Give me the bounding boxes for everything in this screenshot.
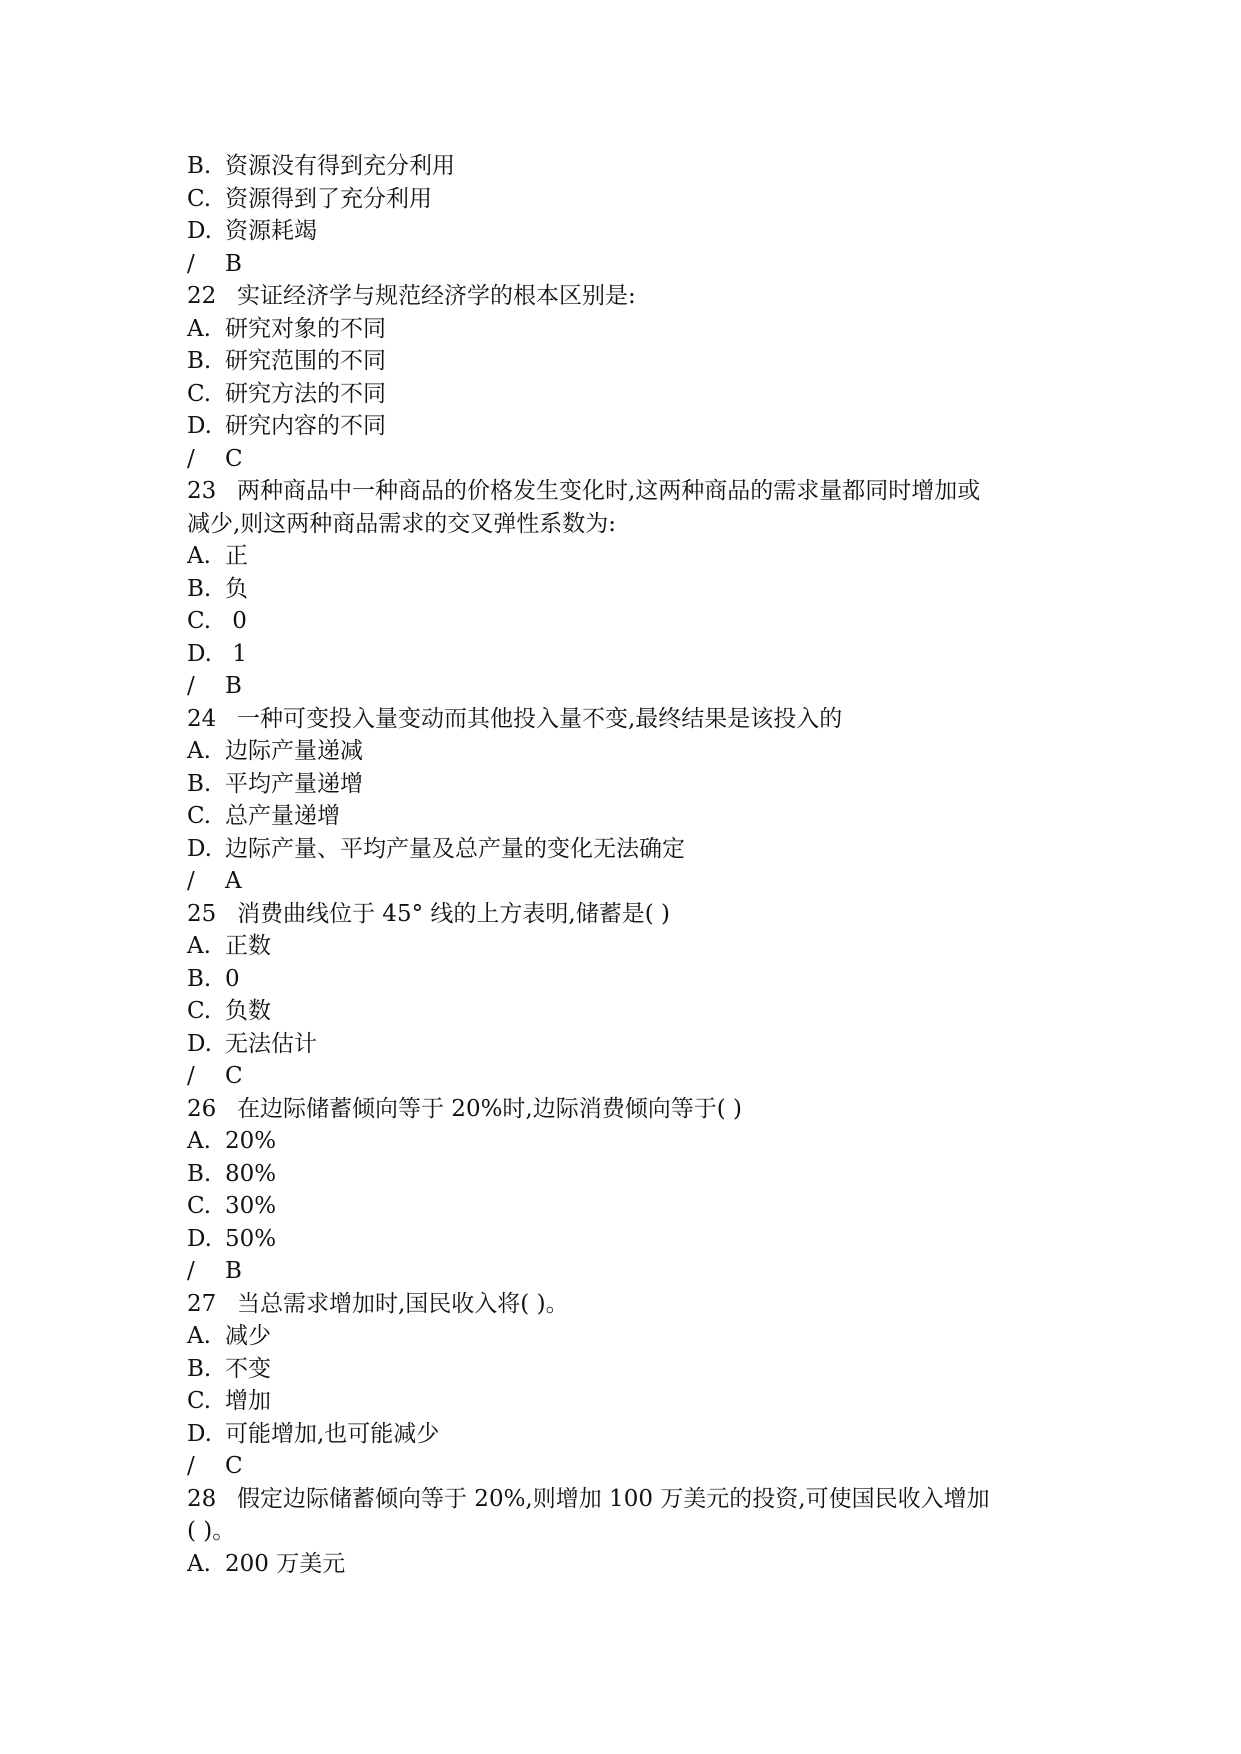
question-number: 26 xyxy=(187,1095,217,1122)
option-letter: B. xyxy=(187,575,212,602)
option-text: 研究范围的不同 xyxy=(225,348,386,374)
option-text: 增加 xyxy=(225,1388,271,1414)
answer-value: C xyxy=(225,445,243,472)
question-line xyxy=(187,703,1067,736)
answer-value: A xyxy=(225,868,242,894)
question-line xyxy=(187,898,1067,931)
question-number: 27 xyxy=(187,1290,217,1317)
option-text: 200 万美元 xyxy=(225,1550,346,1577)
option-line xyxy=(187,215,1067,248)
option-text: 正 xyxy=(225,543,248,569)
option-text: 1 xyxy=(225,640,247,667)
option-text: 边际产量、平均产量及总产量的变化无法确定 xyxy=(225,835,685,862)
option-letter: C. xyxy=(187,803,212,829)
answer-marker: / xyxy=(187,1258,195,1284)
option-letter: A. xyxy=(187,1323,211,1349)
option-text: 0 xyxy=(225,965,240,992)
option-letter: D. xyxy=(187,413,212,439)
option-line xyxy=(187,768,1067,801)
option-letter: D. xyxy=(187,1225,212,1252)
option-text: 资源得到了充分利用 xyxy=(225,185,432,212)
option-line xyxy=(187,1028,1067,1061)
option-letter: D. xyxy=(187,640,212,667)
answer-marker: / xyxy=(187,673,195,699)
option-text: 研究方法的不同 xyxy=(225,380,386,407)
answer-line xyxy=(187,1450,1067,1483)
option-text: 边际产量递减 xyxy=(225,738,363,764)
answer-value: C xyxy=(225,1453,243,1479)
option-line xyxy=(187,963,1067,996)
option-line xyxy=(187,833,1067,866)
option-letter: B. xyxy=(187,1355,212,1382)
answer-line xyxy=(187,1255,1067,1288)
question-line xyxy=(187,475,1067,508)
option-line xyxy=(187,410,1067,443)
option-text: 资源耗竭 xyxy=(225,218,317,244)
option-line xyxy=(187,378,1067,411)
option-letter: D. xyxy=(187,218,212,244)
option-line xyxy=(187,540,1067,573)
question-line xyxy=(187,1288,1067,1321)
option-text: 30% xyxy=(225,1193,277,1219)
question-line xyxy=(187,1093,1067,1126)
question-number: 22 xyxy=(187,283,217,309)
question-text: 消费曲线位于 45° 线的上方表明,储蓄是( ) xyxy=(237,900,670,927)
answer-marker: / xyxy=(187,868,195,894)
question-continuation xyxy=(187,1515,1067,1548)
option-letter: B. xyxy=(187,965,212,992)
option-letter: B. xyxy=(187,1160,212,1187)
option-text: 50% xyxy=(225,1225,277,1252)
option-text: 负 xyxy=(225,575,248,602)
answer-value: B xyxy=(225,250,242,277)
option-line xyxy=(187,800,1067,833)
option-line xyxy=(187,1223,1067,1256)
question-list xyxy=(187,150,1067,1580)
option-line xyxy=(187,150,1067,183)
option-letter: A. xyxy=(187,1550,211,1577)
option-text: 减少 xyxy=(225,1323,271,1349)
option-text: 80% xyxy=(225,1160,277,1187)
option-line xyxy=(187,995,1067,1028)
option-letter: A. xyxy=(187,933,211,959)
option-line xyxy=(187,1320,1067,1353)
answer-value: B xyxy=(225,673,242,699)
question-text: 假定边际储蓄倾向等于 20%,则增加 100 万美元的投资,可使国民收入增加 xyxy=(237,1485,990,1512)
answer-line xyxy=(187,1060,1067,1093)
option-text: 负数 xyxy=(225,998,271,1024)
answer-line xyxy=(187,670,1067,703)
option-letter: A. xyxy=(187,738,211,764)
option-letter: A. xyxy=(187,1128,211,1154)
question-text: 实证经济学与规范经济学的根本区别是: xyxy=(237,283,636,309)
answer-value: B xyxy=(225,1258,242,1284)
option-letter: C. xyxy=(187,380,212,407)
question-text: ( )。 xyxy=(187,1518,236,1544)
option-text: 不变 xyxy=(225,1355,271,1382)
option-line xyxy=(187,1158,1067,1191)
option-text: 资源没有得到充分利用 xyxy=(225,153,455,179)
question-text: 在边际储蓄倾向等于 20%时,边际消费倾向等于( ) xyxy=(237,1095,743,1122)
option-text: 平均产量递增 xyxy=(225,770,363,797)
question-number: 24 xyxy=(187,705,217,732)
answer-marker: / xyxy=(187,250,195,277)
option-text: 总产量递增 xyxy=(225,803,340,829)
option-text: 研究内容的不同 xyxy=(225,413,386,439)
option-letter: A. xyxy=(187,315,211,342)
option-line xyxy=(187,1125,1067,1158)
answer-line xyxy=(187,865,1067,898)
option-line xyxy=(187,1548,1067,1581)
option-line xyxy=(187,573,1067,606)
option-line xyxy=(187,638,1067,671)
answer-value: C xyxy=(225,1063,243,1089)
question-line xyxy=(187,1483,1067,1516)
answer-line xyxy=(187,443,1067,476)
option-letter: D. xyxy=(187,1420,212,1447)
option-line xyxy=(187,1353,1067,1386)
option-letter: B. xyxy=(187,770,212,797)
option-text: 0 xyxy=(225,608,247,634)
question-number: 25 xyxy=(187,900,217,927)
option-text: 正数 xyxy=(225,933,271,959)
option-line xyxy=(187,183,1067,216)
option-text: 可能增加,也可能减少 xyxy=(225,1420,440,1447)
option-line xyxy=(187,1385,1067,1418)
option-line xyxy=(187,735,1067,768)
option-letter: D. xyxy=(187,1030,212,1057)
question-line xyxy=(187,280,1067,313)
question-text: 减少,则这两种商品需求的交叉弹性系数为: xyxy=(187,510,617,537)
question-continuation xyxy=(187,508,1067,541)
option-line xyxy=(187,1190,1067,1223)
question-text: 当总需求增加时,国民收入将( )。 xyxy=(237,1290,569,1317)
option-letter: D. xyxy=(187,835,212,862)
option-text: 研究对象的不同 xyxy=(225,315,386,342)
option-letter: C. xyxy=(187,1388,212,1414)
option-letter: C. xyxy=(187,1193,212,1219)
question-text: 一种可变投入量变动而其他投入量不变,最终结果是该投入的 xyxy=(237,705,843,732)
option-letter: C. xyxy=(187,185,212,212)
option-line xyxy=(187,1418,1067,1451)
option-line xyxy=(187,345,1067,378)
answer-line xyxy=(187,248,1067,281)
option-text: 20% xyxy=(225,1128,277,1154)
answer-marker: / xyxy=(187,1453,195,1479)
question-number: 23 xyxy=(187,478,217,504)
option-letter: C. xyxy=(187,998,212,1024)
option-letter: B. xyxy=(187,348,212,374)
option-text: 无法估计 xyxy=(225,1030,317,1057)
option-line xyxy=(187,930,1067,963)
question-number: 28 xyxy=(187,1485,217,1512)
answer-marker: / xyxy=(187,445,195,472)
option-line xyxy=(187,605,1067,638)
option-line xyxy=(187,313,1067,346)
option-letter: B. xyxy=(187,153,212,179)
answer-marker: / xyxy=(187,1063,195,1089)
question-text: 两种商品中一种商品的价格发生变化时,这两种商品的需求量都同时增加或 xyxy=(237,478,981,504)
option-letter: A. xyxy=(187,543,211,569)
option-letter: C. xyxy=(187,608,212,634)
